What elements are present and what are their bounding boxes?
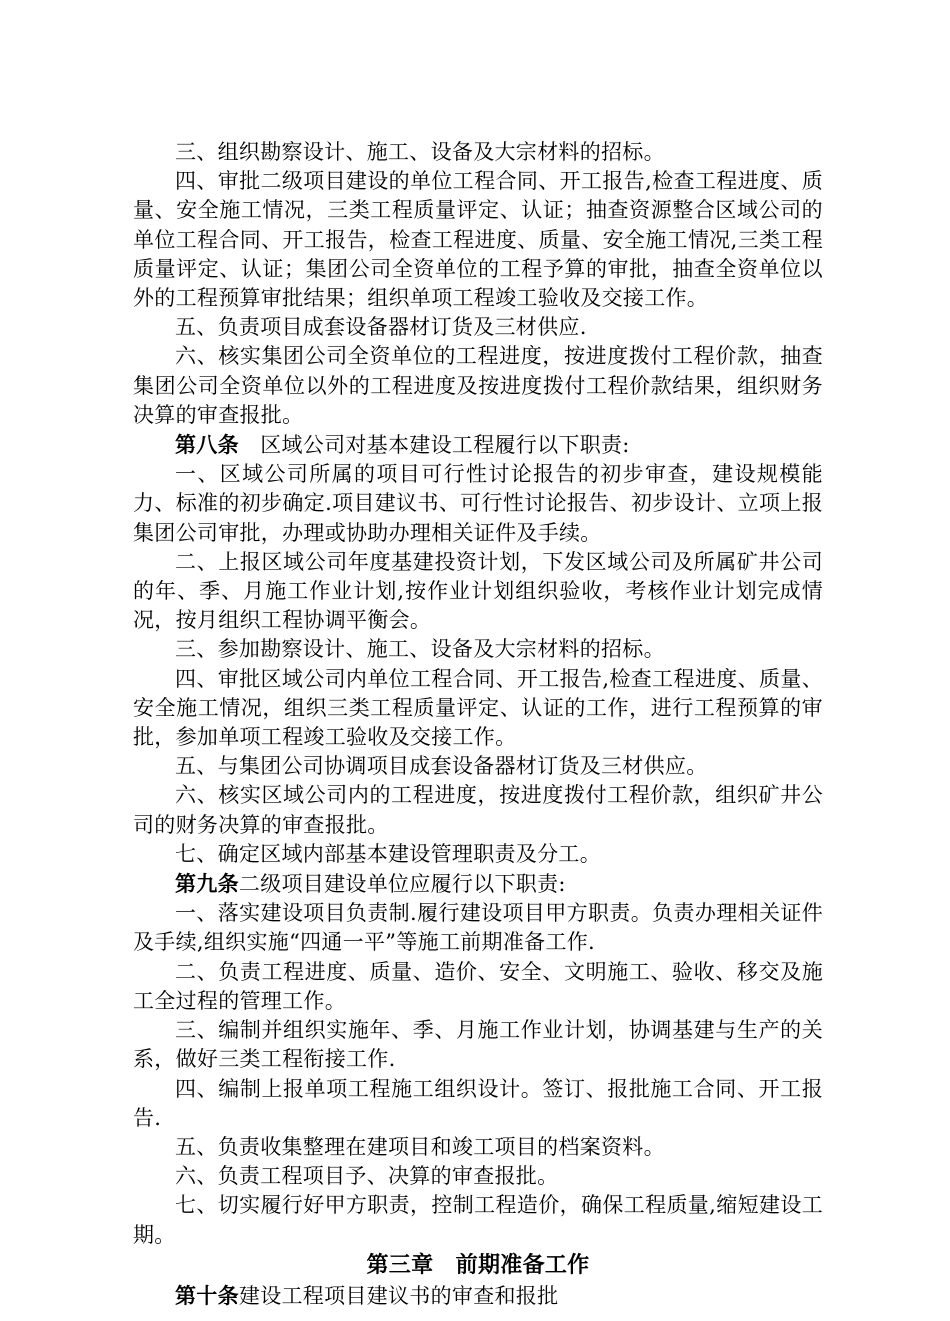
- paragraph: 六、负责工程项目予、决算的审查报批。: [175, 1164, 559, 1189]
- paragraph: 四、编制上报单项工程施工组织设计。签订、报批施工合同、开工报告.: [133, 1076, 823, 1130]
- article-8-label: 第八条: [175, 432, 239, 458]
- article-9-text: 二级项目建设单位应履行以下职责:: [238, 872, 566, 897]
- chapter-heading: 第三章 前期准备工作: [366, 1251, 590, 1278]
- paragraph: 五、与集团公司协调项目成套设备器材订货及三材供应。: [175, 754, 708, 779]
- article-8-text: 区域公司对基本建设工程履行以下职责:: [238, 433, 630, 458]
- paragraph: 三、编制并组织实施年、季、月施工作业计划，协调基建与生产的关系，做好三类工程衔接工作.: [133, 1018, 823, 1072]
- paragraph: 一、落实建设项目负责制.履行建设项目甲方职责。负责办理相关证件及手续,组织实施“四通一平”等施工前期准备工作.: [133, 901, 823, 955]
- paragraph: 二、上报区域公司年度基建投资计划，下发区域公司及所属矿井公司的年、季、月施工作业计划,按作业计划组织验收，考核作业计划完成情况，按月组织工程协调平衡会。: [133, 549, 823, 633]
- paragraph: 一、区域公司所属的项目可行性讨论报告的初步审查，建设规模能力、标准的初步确定.项目建议书、可行性讨论报告、初步设计、立项上报集团公司审批，办理或协助办理相关证件及手续。: [133, 462, 823, 545]
- document-body: [133, 138, 823, 1311]
- article-8: [133, 430, 823, 460]
- paragraph: 七、确定区域内部基本建设管理职责及分工。: [175, 841, 601, 866]
- paragraph: 六、核实区域公司内的工程进度，按进度拨付工程价款，组织矿井公司的财务决算的审查报批。: [133, 783, 823, 837]
- paragraph: 七、切实履行好甲方职责，控制工程造价，确保工程质量,缩短建设工期。: [133, 1193, 823, 1247]
- article-10: [133, 1281, 823, 1311]
- paragraph: 四、审批二级项目建设的单位工程合同、开工报告,检查工程进度、质量、安全施工情况，三类工程质量评定、认证；抽查资源整合区域公司的单位工程合同、开工报告，检查工程进度、质量、安全施工情况,三类工程质量评定、认证；集团公司全资单位的工程予算的审批，抽查全资单位以外的工程预算审批结果；组织单项工程竣工验收及交接工作。: [133, 169, 823, 311]
- article-10-text: 建设工程项目建议书的审查和报批: [238, 1283, 559, 1308]
- article-10-label: 第十条: [175, 1282, 239, 1308]
- article-9-label: 第九条: [175, 871, 239, 897]
- paragraph: 四、审批区域公司内单位工程合同、开工报告,检查工程进度、质量、安全施工情况，组织三类工程质量评定、认证的工作，进行工程预算的审批，参加单项工程竣工验收及交接工作。: [133, 666, 823, 750]
- paragraph: 二、负责工程进度、质量、造价、安全、文明施工、验收、移交及施工全过程的管理工作。: [133, 959, 823, 1013]
- paragraph: 五、负责项目成套设备器材订货及三材供应.: [175, 315, 587, 340]
- paragraph: 三、参加勘察设计、施工、设备及大宗材料的招标。: [175, 637, 665, 662]
- paragraph: 六、核实集团公司全资单位的工程进度，按进度拨付工程价款，抽查集团公司全资单位以外的工程进度及按进度拨付工程价款结果，组织财务决算的审查报批。: [133, 344, 823, 427]
- paragraph: 三、组织勘察设计、施工、设备及大宗材料的招标。: [175, 140, 665, 164]
- article-9: [133, 869, 823, 899]
- paragraph: 五、负责收集整理在建项目和竣工项目的档案资料。: [175, 1134, 665, 1159]
